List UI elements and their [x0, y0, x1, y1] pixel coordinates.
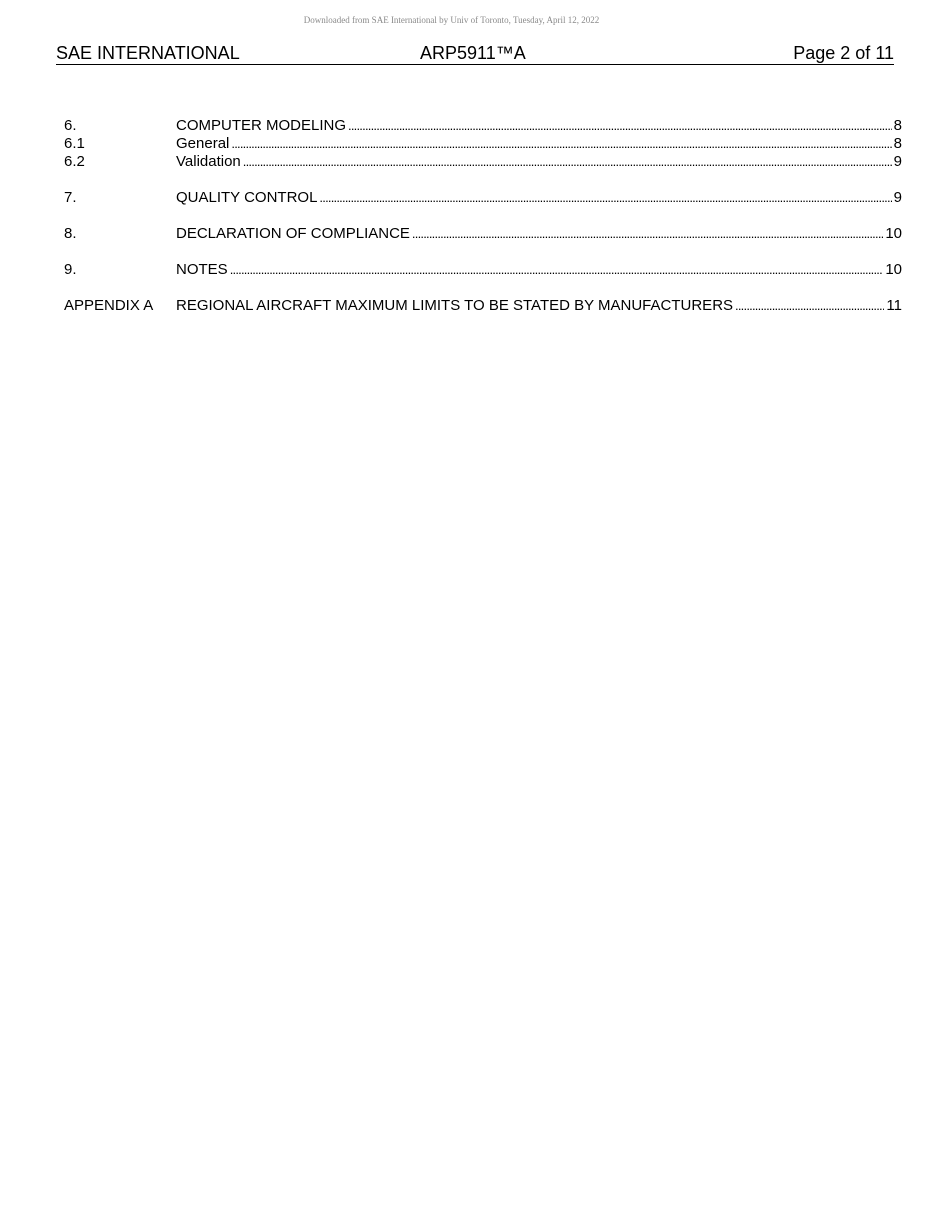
- toc-entry-page: 9: [893, 189, 902, 206]
- toc-entry-title: DECLARATION OF COMPLIANCE: [176, 225, 410, 242]
- toc-entry-page: 11: [886, 297, 902, 314]
- toc-entry-page: 8: [893, 135, 902, 152]
- toc-entry-title: General: [176, 135, 230, 152]
- toc-entry-6[interactable]: [64, 117, 902, 135]
- toc-entry-title: Validation: [176, 153, 241, 170]
- toc-entry-title: COMPUTER MODELING: [176, 117, 347, 134]
- toc-entry-number: 8.: [64, 225, 77, 242]
- toc-entry-number: APPENDIX A: [64, 297, 154, 314]
- toc-leader-dots: [230, 261, 884, 279]
- download-watermark: Downloaded from SAE International by Univ of Toronto, Tuesday, April 12, 2022: [303, 15, 600, 25]
- toc-entry-number: 7.: [64, 189, 77, 206]
- header-document-id: ARP5911™A: [420, 43, 526, 63]
- header-page-number: Page 2 of 11: [793, 43, 894, 63]
- page-header: [56, 43, 894, 65]
- toc-entry-7[interactable]: [64, 189, 902, 207]
- toc-leader-dots: [348, 117, 892, 135]
- toc-entry-number: 6.1: [64, 135, 85, 152]
- toc-entry-number: 6.2: [64, 153, 85, 170]
- toc-entry-page: 8: [893, 117, 902, 134]
- toc-entry-appendix-a[interactable]: [64, 297, 902, 315]
- toc-leader-dots: [231, 135, 891, 153]
- toc-leader-dots: [412, 225, 883, 243]
- toc-entry-number: 6.: [64, 117, 77, 134]
- toc-entry-6-1[interactable]: [64, 135, 902, 153]
- toc-entry-number: 9.: [64, 261, 77, 278]
- header-organization: SAE INTERNATIONAL: [56, 43, 240, 63]
- toc-entry-title: QUALITY CONTROL: [176, 189, 318, 206]
- toc-entry-9[interactable]: [64, 261, 902, 279]
- toc-entry-page: 10: [885, 261, 902, 278]
- toc-entry-6-2[interactable]: [64, 153, 902, 171]
- toc-entry-page: 9: [893, 153, 902, 170]
- toc-entry-page: 10: [885, 225, 902, 242]
- table-of-contents: [64, 117, 902, 315]
- toc-leader-dots: [243, 153, 892, 171]
- toc-leader-dots: [735, 297, 884, 315]
- toc-entry-title: NOTES: [176, 261, 228, 278]
- toc-entry-8[interactable]: [64, 225, 902, 243]
- toc-entry-title: REGIONAL AIRCRAFT MAXIMUM LIMITS TO BE STATED BY MANUFACTURERS: [176, 297, 734, 314]
- toc-leader-dots: [319, 189, 891, 207]
